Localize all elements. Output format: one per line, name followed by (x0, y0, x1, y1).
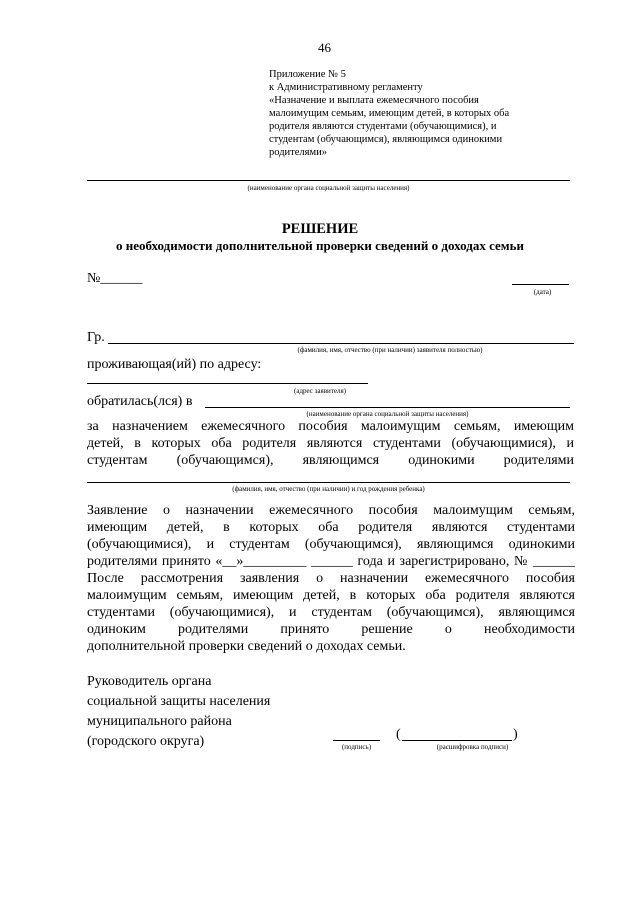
applied-org-line[interactable] (205, 407, 570, 408)
citizen-name-line[interactable] (108, 343, 574, 344)
signature-line: социальной защиты населения (87, 694, 271, 709)
address-label: проживающая(ий) по адресу: (87, 357, 262, 372)
org-caption: (наименование органа социальной защиты населения) (247, 184, 410, 192)
appendix-block (269, 68, 509, 159)
org-line[interactable] (87, 180, 570, 181)
body-line: имеющим детей, в которых оба родителя являются студентами (87, 520, 575, 535)
child-caption: (фамилия, имя, отчество (при наличии) и год рождения ребенка) (232, 485, 425, 493)
signature-title (87, 672, 270, 752)
body-line: студентами (обучающимися), и студентам (обучающимся), являющимся (87, 605, 575, 620)
appendix-line: Приложение № 5 (269, 69, 346, 80)
purpose-line: студентам (обучающимся), являющимся одинокими родителями (87, 453, 574, 468)
appendix-line: малоимущим семьям, имеющим детей, в которых оба (269, 108, 510, 119)
body-line: одиноким родителями принято решение о необходимости (87, 622, 575, 637)
date-line[interactable] (512, 284, 569, 285)
decode-paren-open: ( (396, 727, 401, 742)
body-line: Заявление о назначении ежемесячного пособия малоимущим семьям, (87, 503, 575, 518)
date-caption: (дата) (533, 288, 552, 296)
body-line: малоимущим семьям, имеющим детей, в которых оба родителя являются (87, 588, 575, 603)
purpose-line: за назначением ежемесячного пособия малоимущим семьям, имеющим (87, 419, 574, 434)
document-title: РЕШЕНИЕ (281, 221, 359, 237)
page-number: 46 (318, 40, 331, 55)
body-line: После рассмотрения заявления о назначении ежемесячного пособия (87, 571, 575, 586)
appendix-line: родителями» (269, 147, 327, 158)
citizen-name-caption: (фамилия, имя, отчество (при наличии) заявителя полностью) (297, 346, 483, 354)
appendix-line: «Назначение и выплата ежемесячного пособия (269, 95, 479, 106)
address-line[interactable] (87, 383, 368, 384)
appendix-line: родителя являются студентами (обучающимися), и (269, 121, 497, 132)
sign-line[interactable] (333, 740, 380, 741)
appendix-line: студентам (обучающимся), являющимся одинокими (269, 134, 503, 145)
decode-paren-close: ) (513, 727, 518, 742)
purpose-paragraph (87, 418, 574, 469)
decode-line[interactable] (402, 740, 512, 741)
body-line: (обучающимися), и студентам (обучающимся), являющимся одинокими (87, 537, 575, 552)
applied-label: обратилась(лся) в (87, 394, 193, 409)
child-line[interactable] (87, 482, 570, 483)
body-line: родителями принято «__»_________ ______ года и зарегистрировано, № ______ (87, 554, 575, 569)
signature-line: муниципального района (87, 714, 232, 729)
decode-caption: (расшифровка подписи) (436, 743, 509, 751)
appendix-line: к Административному регламенту (269, 82, 423, 93)
body-line: дополнительной проверки сведений о доходах семьи. (87, 639, 406, 654)
address-caption: (адрес заявителя) (294, 387, 346, 395)
applied-org-caption: (наименование органа социальной защиты населения) (306, 410, 469, 418)
body-paragraph (87, 502, 575, 655)
sign-caption: (подпись) (341, 743, 372, 751)
citizen-label: Гр. (87, 330, 105, 345)
number-field[interactable]: №______ (87, 271, 143, 286)
purpose-line: детей, в которых оба родителя являются студентами (обучающимися), и (87, 436, 574, 451)
signature-line: (городского округа) (87, 734, 205, 749)
document-subtitle: о необходимости дополнительной проверки сведений о доходах семьи (116, 238, 524, 253)
signature-line: Руководитель органа (87, 674, 212, 689)
